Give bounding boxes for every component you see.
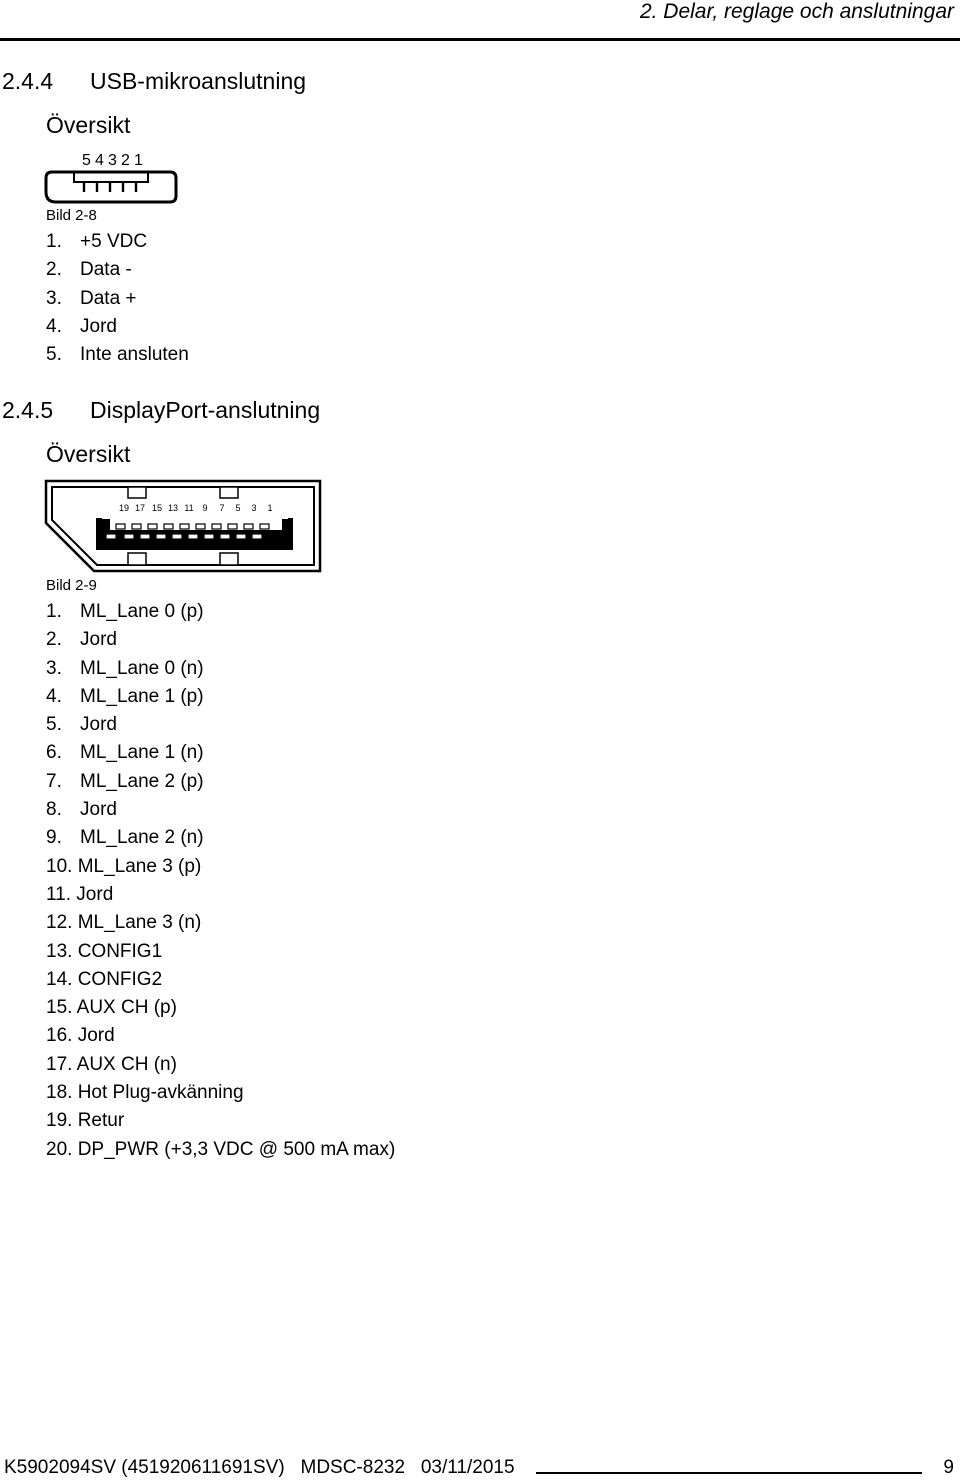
usb-pin-label: 4	[95, 152, 104, 169]
list-item: 7. ML_Lane 2 (p)	[46, 770, 204, 792]
usb-pin-label: 2	[121, 152, 130, 169]
dp-key-bottom-left	[128, 553, 146, 565]
dp-top-pin	[244, 524, 253, 529]
dp-top-pin	[212, 524, 221, 529]
footer-rule	[536, 1472, 922, 1474]
dp-top-pin-label: 5	[235, 503, 241, 513]
list-item: 8. Jord	[46, 799, 117, 821]
list-item: 2. Jord	[46, 629, 117, 651]
dp-section-title: DisplayPort-anslutning	[90, 397, 321, 423]
dp-bottom-pin-label: 12	[176, 539, 188, 549]
dp-top-pin	[196, 524, 205, 529]
list-item: 17. AUX CH (n)	[46, 1053, 177, 1075]
dp-bottom-pin-label: 20	[112, 539, 124, 549]
dp-section-number: 2.4.5	[2, 397, 54, 423]
dp-key-top-left	[128, 487, 146, 498]
dp-connector-body-right	[288, 518, 293, 550]
chapter-header: 2. Delar, reglage och anslutningar	[639, 0, 954, 23]
dp-top-pin	[228, 524, 237, 529]
dp-top-pin-label: 19	[118, 503, 130, 513]
dp-pin-list	[46, 598, 395, 1164]
usb-micro-connector-figure	[44, 146, 184, 208]
dp-top-pin	[132, 524, 141, 529]
list-item: 3. Data +	[46, 287, 137, 309]
list-item: 15. AUX CH (p)	[46, 997, 177, 1019]
page-number: 9	[943, 1457, 954, 1478]
dp-bottom-pin-label: 10	[192, 539, 204, 549]
dp-bottom-pin-label: 6	[227, 539, 233, 549]
dp-bottom-pin-label: 2	[259, 539, 265, 549]
usb-section-heading	[2, 68, 306, 94]
list-item: 1. ML_Lane 0 (p)	[46, 601, 204, 622]
dp-top-pin-label: 17	[134, 503, 146, 513]
dp-top-pin-label: 11	[184, 503, 194, 513]
list-item: 1. +5 VDC	[46, 231, 148, 252]
dp-top-pin	[116, 524, 125, 529]
usb-overview-heading: Översikt	[46, 112, 131, 138]
list-item: 2. Data -	[46, 259, 132, 281]
usb-section-title: USB-mikroanslutning	[90, 68, 307, 94]
list-item: 6. ML_Lane 1 (n)	[46, 742, 204, 764]
usb-section-number: 2.4.4	[2, 68, 54, 94]
list-item: 16. Jord	[46, 1025, 115, 1047]
dp-top-pin	[164, 524, 173, 529]
dp-top-pin-label: 1	[267, 503, 273, 513]
list-item: 11. Jord	[46, 883, 114, 905]
dp-top-pin-label: 13	[167, 503, 179, 513]
dp-top-pin-label: 7	[219, 503, 225, 513]
dp-key-top-right	[220, 487, 238, 498]
usb-pin-list	[46, 228, 189, 369]
list-item: 19. Retur	[46, 1110, 125, 1132]
dp-figure-caption: Bild 2-9	[46, 577, 97, 594]
dp-overview-heading: Översikt	[46, 441, 131, 467]
dp-bottom-pin-label: 14	[160, 539, 172, 549]
dp-bottom-pin-label: 4	[243, 539, 249, 549]
dp-top-pin-label: 9	[202, 503, 208, 513]
list-item: 20. DP_PWR (+3,3 VDC @ 500 mA max)	[46, 1138, 396, 1160]
list-item: 14. CONFIG2	[46, 968, 163, 990]
dp-top-pin	[260, 524, 269, 529]
dp-key-bottom-right	[220, 553, 238, 565]
usb-figure-caption: Bild 2-8	[46, 207, 97, 224]
usb-pin-label: 3	[108, 152, 117, 169]
list-item: 12. ML_Lane 3 (n)	[46, 912, 202, 934]
dp-bottom-pin-label: 8	[211, 539, 217, 549]
dp-bottom-pin-label: 18	[128, 539, 140, 549]
list-item: 5. Inte ansluten	[46, 344, 189, 366]
list-item: 10. ML_Lane 3 (p)	[46, 855, 202, 877]
list-item: 18. Hot Plug-avkänning	[46, 1082, 244, 1104]
list-item: 9. ML_Lane 2 (n)	[46, 827, 204, 849]
list-item: 5. Jord	[46, 714, 117, 736]
dp-top-pin-label: 15	[151, 503, 163, 513]
list-item: 4. Jord	[46, 315, 117, 337]
header-rule	[0, 38, 960, 41]
usb-pin-label: 1	[134, 152, 143, 169]
dp-top-pin-label: 3	[251, 503, 257, 513]
dp-section-heading	[2, 397, 320, 423]
dp-top-pin	[180, 524, 189, 529]
list-item: 3. ML_Lane 0 (n)	[46, 657, 204, 679]
list-item: 4. ML_Lane 1 (p)	[46, 685, 204, 707]
dp-bottom-pin-label: 16	[144, 539, 156, 549]
displayport-connector-figure	[44, 478, 324, 574]
usb-pin-label: 5	[82, 152, 91, 169]
list-item: 13. CONFIG1	[46, 940, 163, 962]
footer-doc-id: K5902094SV (451920611691SV) MDSC-8232 03/11/2015	[4, 1457, 515, 1478]
dp-top-pin	[148, 524, 157, 529]
dp-connector-body	[96, 518, 102, 550]
